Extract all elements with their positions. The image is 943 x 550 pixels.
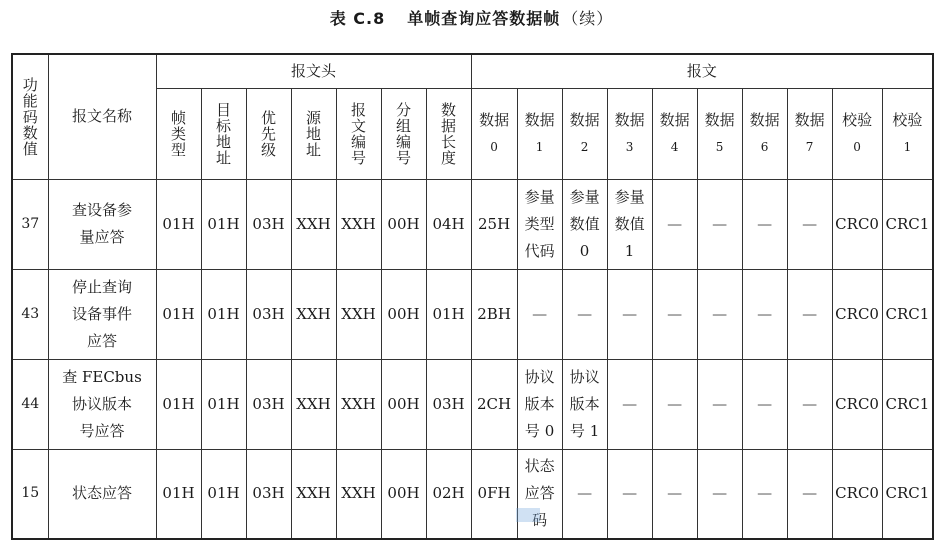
group-head-header: 报文头 — [156, 54, 471, 88]
empty-cell: — — [787, 179, 832, 269]
value-cell: 01H — [201, 179, 246, 269]
head-col-header: 数 据 长 度 — [426, 88, 471, 179]
body-col-header — [697, 88, 742, 179]
body-col-label: 数据 — [659, 110, 690, 129]
body-col-index: 0 — [490, 139, 498, 154]
table-row — [12, 449, 933, 539]
empty-cell: — — [517, 269, 562, 359]
empty-cell: — — [652, 179, 697, 269]
empty-cell: — — [607, 269, 652, 359]
empty-cell: — — [742, 359, 787, 449]
value-cell: 25H — [471, 179, 517, 269]
head-col-header: 源 地 址 — [291, 88, 336, 179]
table-row — [12, 269, 933, 359]
body-col-index: 2 — [580, 139, 589, 154]
empty-cell: — — [652, 359, 697, 449]
empty-cell: — — [697, 449, 742, 539]
func-code-cell: 37 — [12, 179, 48, 269]
body-col-header — [787, 88, 832, 179]
value-cell: 状态 应答 码 — [517, 449, 562, 539]
value-cell: 01H — [201, 449, 246, 539]
value-cell: 03H — [246, 449, 291, 539]
empty-cell: — — [607, 359, 652, 449]
value-cell: 00H — [381, 449, 426, 539]
empty-cell: — — [787, 359, 832, 449]
value-cell: CRC1 — [882, 449, 933, 539]
body-col-label: 数据 — [749, 110, 780, 129]
value-cell: XXH — [291, 449, 336, 539]
value-cell: 03H — [426, 359, 471, 449]
value-cell: CRC0 — [832, 449, 882, 539]
head-col-header: 优 先 级 — [246, 88, 291, 179]
empty-cell: — — [697, 179, 742, 269]
value-cell: 00H — [381, 179, 426, 269]
body-col-index: 5 — [715, 139, 724, 154]
body-col-header — [607, 88, 652, 179]
value-cell: 01H — [156, 179, 201, 269]
empty-cell: — — [562, 269, 607, 359]
body-col-index: 0 — [853, 139, 861, 154]
value-cell: CRC0 — [832, 179, 882, 269]
msg-name-cell: 查 FECbus 协议版本 号应答 — [48, 359, 156, 449]
value-cell: 02H — [426, 449, 471, 539]
value-cell: XXH — [336, 449, 381, 539]
msg-name-header: 报文名称 — [48, 54, 156, 179]
value-cell: XXH — [336, 269, 381, 359]
head-col-header: 目 标 地 址 — [201, 88, 246, 179]
body-col-label: 数据 — [794, 110, 825, 129]
empty-cell: — — [742, 269, 787, 359]
value-cell: CRC0 — [832, 359, 882, 449]
body-col-index: 4 — [670, 139, 679, 154]
body-col-label: 数据 — [569, 110, 600, 129]
body-col-header — [742, 88, 787, 179]
body-col-header — [832, 88, 882, 179]
empty-cell: — — [562, 449, 607, 539]
group-body-header: 报文 — [471, 54, 933, 88]
value-cell: 01H — [426, 269, 471, 359]
value-cell: 参量 数值 1 — [607, 179, 652, 269]
value-cell: CRC1 — [882, 359, 933, 449]
value-cell: 协议 版本 号 0 — [517, 359, 562, 449]
empty-cell: — — [697, 359, 742, 449]
body-col-index: 3 — [625, 139, 634, 154]
value-cell: CRC1 — [882, 269, 933, 359]
value-cell: XXH — [291, 179, 336, 269]
head-col-header: 帧 类 型 — [156, 88, 201, 179]
body-col-label: 数据 — [524, 110, 555, 129]
table-row — [12, 359, 933, 449]
value-cell: 参量 数值 0 — [562, 179, 607, 269]
body-col-label: 数据 — [614, 110, 645, 129]
body-col-header — [517, 88, 562, 179]
watermark-mark — [516, 508, 540, 522]
value-cell: XXH — [336, 179, 381, 269]
caption-note: （续） — [562, 9, 614, 28]
body-col-index: 1 — [903, 139, 912, 154]
func-code-cell: 43 — [12, 269, 48, 359]
func-code-header: 功 能 码 数 值 — [12, 54, 48, 179]
value-cell: 03H — [246, 359, 291, 449]
empty-cell: — — [742, 449, 787, 539]
empty-cell: — — [652, 449, 697, 539]
value-cell: 04H — [426, 179, 471, 269]
body-col-header — [652, 88, 697, 179]
body-col-label: 数据 — [479, 110, 510, 129]
body-col-index: 1 — [535, 139, 544, 154]
value-cell: CRC0 — [832, 269, 882, 359]
value-cell: 01H — [156, 449, 201, 539]
header-row-1 — [12, 54, 933, 88]
msg-name-cell: 停止查询 设备事件 应答 — [48, 269, 156, 359]
head-col-header: 分 组 编 号 — [381, 88, 426, 179]
msg-name-cell: 状态应答 — [48, 449, 156, 539]
func-code-cell: 44 — [12, 359, 48, 449]
frame-spec-table — [11, 53, 934, 540]
body-col-label: 校验 — [892, 110, 923, 129]
value-cell: 01H — [201, 269, 246, 359]
body-col-label: 校验 — [842, 110, 873, 129]
value-cell: 01H — [156, 359, 201, 449]
body-col-header — [562, 88, 607, 179]
value-cell: 2BH — [471, 269, 517, 359]
value-cell: 03H — [246, 269, 291, 359]
value-cell: CRC1 — [882, 179, 933, 269]
body-col-header — [882, 88, 933, 179]
table-row — [12, 179, 933, 269]
value-cell: 参量 类型 代码 — [517, 179, 562, 269]
value-cell: 00H — [381, 269, 426, 359]
value-cell: 01H — [156, 269, 201, 359]
msg-name-cell: 查设备参 量应答 — [48, 179, 156, 269]
body-col-header — [471, 88, 517, 179]
value-cell: 2CH — [471, 359, 517, 449]
empty-cell: — — [787, 269, 832, 359]
caption-title: 单帧查询应答数据帧 — [407, 9, 561, 28]
value-cell: XXH — [336, 359, 381, 449]
value-cell: 00H — [381, 359, 426, 449]
table-caption — [0, 6, 943, 29]
value-cell: XXH — [291, 359, 336, 449]
value-cell: 0FH — [471, 449, 517, 539]
empty-cell: — — [652, 269, 697, 359]
empty-cell: — — [742, 179, 787, 269]
value-cell: 协议 版本 号 1 — [562, 359, 607, 449]
caption-number: 表 C.8 — [329, 9, 386, 28]
body-col-index: 7 — [805, 139, 814, 154]
body-col-index: 6 — [760, 139, 769, 154]
head-col-header: 报 文 编 号 — [336, 88, 381, 179]
empty-cell: — — [697, 269, 742, 359]
body-col-label: 数据 — [704, 110, 735, 129]
value-cell: XXH — [291, 269, 336, 359]
empty-cell: — — [607, 449, 652, 539]
value-cell: 03H — [246, 179, 291, 269]
value-cell: 01H — [201, 359, 246, 449]
empty-cell: — — [787, 449, 832, 539]
func-code-cell: 15 — [12, 449, 48, 539]
